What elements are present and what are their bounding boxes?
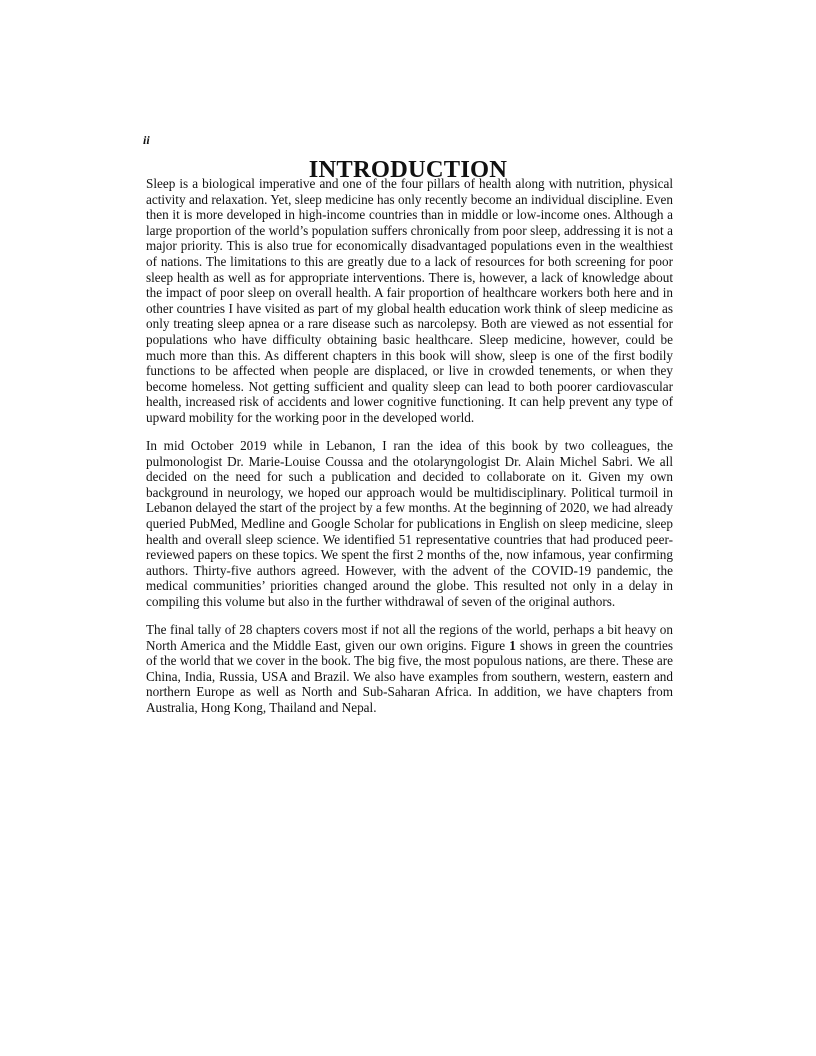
page-title: INTRODUCTION [308, 156, 508, 183]
paragraph-3 [146, 622, 673, 716]
page-number: ii [143, 133, 150, 147]
paragraph-3-text-after: shows in green the countries of the world that we cover in the book. The big five, the most populous nations, are there. These are China, India, Russia, USA and Brazil. We also have examples from southern, western, eastern and northern Europe as well as North and Sub-Saharan Africa. In addition, we have chapters from Australia, Hong Kong, Thailand and Nepal. [146, 637, 673, 715]
paragraph-2: In mid October 2019 while in Lebanon, I ran the idea of this book by two colleagues, the pulmonologist Dr. Marie-Louise Coussa and the otolaryngologist Dr. Alain Michel Sabri. We all decided on the need for such a publication and decided to collaborate on it. Given my own background in neurology, we hoped our approach would be multidisciplinary. Political turmoil in Lebanon delayed the start of the project by a few months. At the beginning of 2020, we had already queried PubMed, Medline and Google Scholar for publications in English on sleep medicine, sleep health and overall sleep science. We identified 51 representative countries that had produced peer-reviewed papers on these topics. We spent the first 2 months of the, now infamous, year confirming authors. Thirty-five authors agreed. However, with the advent of the COVID-19 pandemic, the medical communities’ priorities changed around the globe. This resulted not only in a delay in compiling this volume but also in the further withdrawal of seven of the original authors. [146, 438, 673, 609]
body-text [146, 176, 673, 728]
paragraph-1: Sleep is a biological imperative and one of the four pillars of health along with nutrition, physical activity and relaxation. Yet, sleep medicine has only recently become an individual discipline. Even then it is more developed in high-income countries than in middle or low-income ones. Although a large proportion of the world’s population suffers chronically from poor sleep, addressing it is not a major priority. This is also true for economically disadvantaged populations even in the wealthiest of nations. The limitations to this are greatly due to a lack of resources for both screening for poor sleep health as well as for appropriate interventions. There is, however, a lack of knowledge about the impact of poor sleep on overall health. A fair proportion of healthcare workers both here and in other countries I have visited as part of my global health education work think of sleep medicine as only treating sleep apnea or a rare disease such as narcolepsy. Both are viewed as not essential for populations who have difficulty obtaining basic healthcare. Sleep medicine, however, could be much more than this. As different chapters in this book will show, sleep is one of the first bodily functions to be affected when people are displaced, or live in crowded tenements, or when they become homeless. Not getting sufficient and quality sleep can lead to both poorer cardiovascular health, increased risk of accidents and lower cognitive functioning. It can help prevent any type of upward mobility for the working poor in the developed world. [146, 176, 673, 425]
figure-reference: 1 [509, 637, 516, 653]
paragraph-3-text-before: The final tally of 28 chapters covers most if not all the regions of the world, perhaps a bit heavy on North America and the Middle East, given our own origins. Figure [146, 622, 673, 653]
